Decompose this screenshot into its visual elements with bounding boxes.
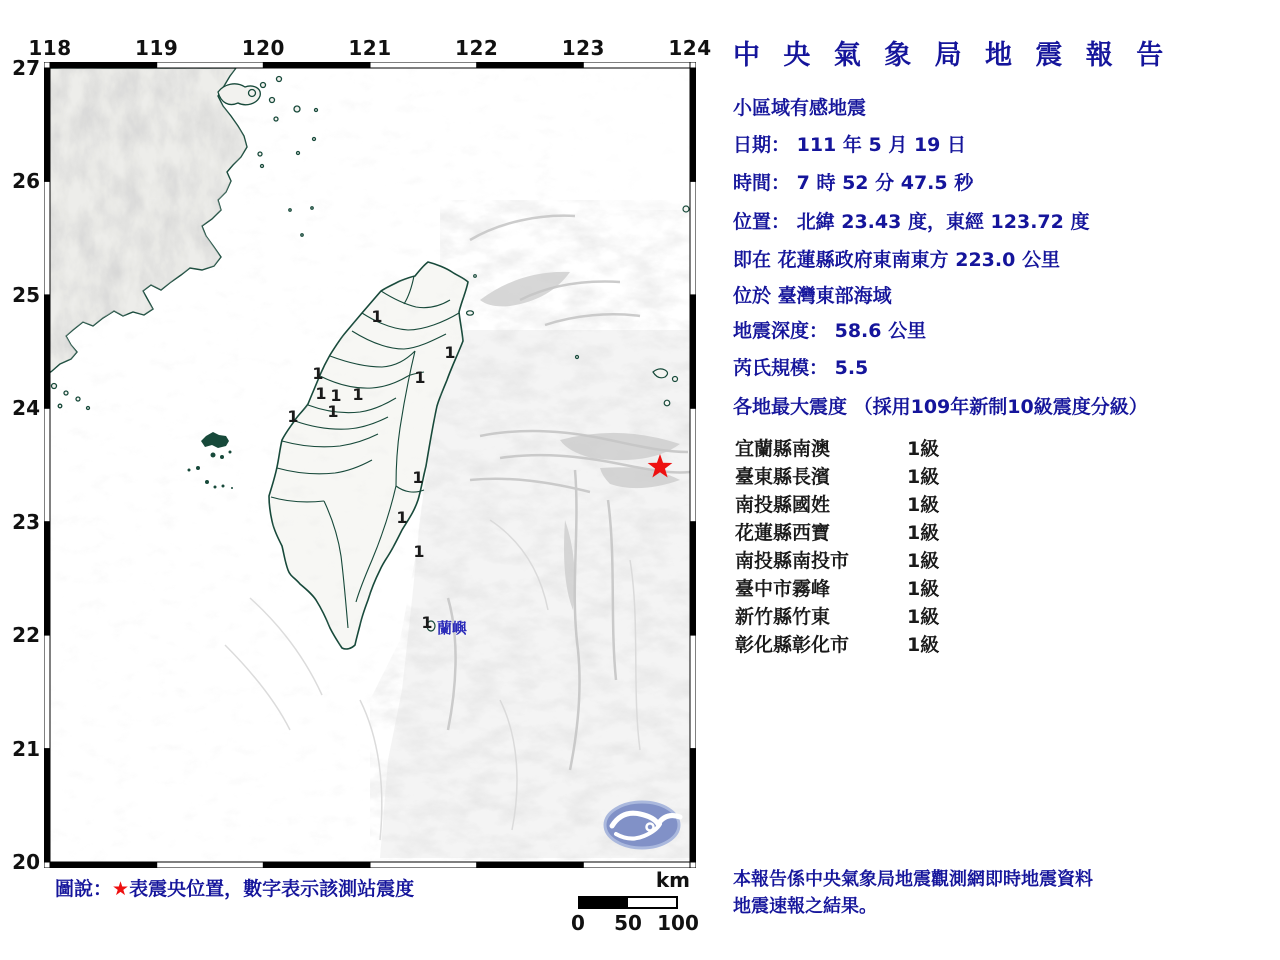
region: 位於 臺灣東部海域 bbox=[733, 285, 892, 307]
scalebar-tick: 0 bbox=[571, 911, 585, 935]
report-date: 日期： 111 年 5 月 19 日 bbox=[733, 134, 967, 156]
station-name: 新竹縣竹東 bbox=[735, 606, 831, 628]
station-name: 南投縣南投市 bbox=[735, 550, 850, 572]
legend-prefix: 圖說： bbox=[55, 878, 113, 900]
lat-axis-label: 20 bbox=[12, 850, 40, 874]
lat-axis-label: 25 bbox=[12, 282, 40, 307]
footnote-line-2: 地震速報之結果。 bbox=[733, 896, 877, 917]
station-row bbox=[735, 518, 939, 546]
station-name: 臺中市霧峰 bbox=[735, 578, 831, 600]
station-name: 花蓮縣西寶 bbox=[735, 522, 831, 544]
lon-axis-label: 122 bbox=[455, 36, 499, 60]
scalebar-tick: 50 bbox=[614, 911, 642, 935]
station-intensity-marker: 1 bbox=[444, 343, 456, 362]
station-row bbox=[735, 490, 939, 518]
station-intensity: 1級 bbox=[907, 438, 940, 460]
station-intensity-marker: 1 bbox=[371, 307, 383, 326]
station-row bbox=[735, 462, 939, 490]
lon-axis-label: 120 bbox=[241, 36, 285, 60]
station-intensity: 1級 bbox=[907, 578, 940, 600]
station-intensity-marker: 1 bbox=[312, 364, 324, 383]
event-type: 小區域有感地震 bbox=[733, 97, 867, 119]
station-intensity-marker: 1 bbox=[327, 402, 339, 421]
station-intensity: 1級 bbox=[907, 522, 940, 544]
lon-axis-label: 121 bbox=[348, 36, 392, 60]
scalebar bbox=[578, 896, 678, 909]
lat-axis-label: 27 bbox=[12, 56, 40, 80]
station-intensity-marker: 1 bbox=[396, 508, 408, 527]
station-intensity-list bbox=[735, 434, 939, 658]
lon-axis-label: 119 bbox=[135, 36, 179, 60]
depth: 地震深度： 58.6 公里 bbox=[733, 320, 927, 342]
report-footnote bbox=[733, 866, 1213, 920]
scalebar-tick: 100 bbox=[657, 911, 699, 935]
legend-star-icon: ★ bbox=[112, 878, 130, 900]
taiwan-earthquake-map bbox=[44, 62, 696, 868]
max-intensity-header: 各地最大震度 （採用109年新制10級震度分級） bbox=[733, 396, 1148, 418]
lat-axis-label: 23 bbox=[12, 509, 40, 534]
lat-axis-label: 21 bbox=[12, 736, 40, 761]
station-intensity: 1級 bbox=[907, 494, 940, 516]
magnitude: 芮氏規模： 5.5 bbox=[733, 357, 869, 379]
footnote-line-1: 本報告係中央氣象局地震觀測網即時地震資料 bbox=[733, 869, 1093, 890]
station-intensity-marker: 1 bbox=[413, 542, 425, 561]
lon-axis-label: 118 bbox=[28, 36, 72, 60]
epicenter-coords: 位置： 北緯 23.43 度，東經 123.72 度 bbox=[733, 211, 1090, 233]
station-name: 彰化縣彰化市 bbox=[735, 634, 850, 656]
station-intensity: 1級 bbox=[907, 550, 940, 572]
station-row bbox=[735, 574, 939, 602]
report-title: 中 央 氣 象 局 地 震 報 告 bbox=[733, 40, 1171, 71]
station-intensity-marker: 1 bbox=[414, 368, 426, 387]
station-row bbox=[735, 434, 939, 462]
relative-location: 即在 花蓮縣政府東南東方 223.0 公里 bbox=[733, 249, 1060, 271]
station-intensity-marker: 1 bbox=[352, 385, 364, 404]
lat-axis-label: 24 bbox=[12, 396, 40, 421]
station-intensity-marker: 1 bbox=[421, 613, 433, 632]
station-row bbox=[735, 630, 939, 658]
lanyu-island-label: 蘭嶼 bbox=[437, 619, 468, 637]
map-legend bbox=[55, 874, 414, 901]
lat-axis-label: 22 bbox=[12, 623, 40, 648]
scalebar-black-half bbox=[580, 898, 628, 907]
cwb-logo bbox=[605, 802, 680, 848]
station-name: 臺東縣長濱 bbox=[735, 466, 831, 488]
station-intensity-marker: 1 bbox=[315, 384, 327, 403]
station-intensity-marker: 1 bbox=[287, 407, 299, 426]
station-intensity: 1級 bbox=[907, 466, 940, 488]
legend-text: 表震央位置，數字表示該測站震度 bbox=[129, 878, 415, 900]
station-row bbox=[735, 602, 939, 630]
lon-axis-label: 124 bbox=[668, 36, 712, 60]
station-intensity-marker: 1 bbox=[412, 468, 424, 487]
station-intensity: 1級 bbox=[907, 606, 940, 628]
station-name: 南投縣國姓 bbox=[735, 494, 831, 516]
station-intensity: 1級 bbox=[907, 634, 940, 656]
lon-axis-label: 123 bbox=[561, 36, 605, 60]
station-name: 宜蘭縣南澳 bbox=[735, 438, 831, 460]
station-intensity-marker: 1 bbox=[330, 386, 342, 405]
scalebar-unit: km bbox=[655, 868, 690, 892]
station-row bbox=[735, 546, 939, 574]
lat-axis-label: 26 bbox=[12, 169, 40, 194]
report-time: 時間： 7 時 52 分 47.5 秒 bbox=[733, 172, 974, 194]
